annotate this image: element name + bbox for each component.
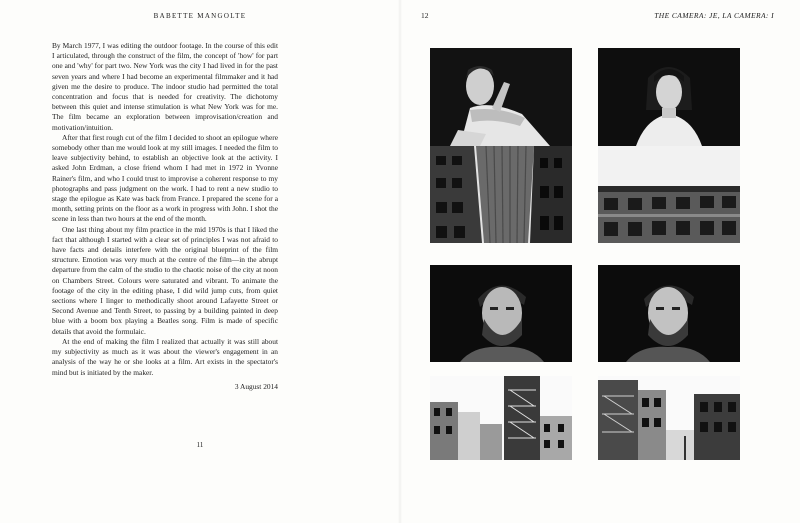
- running-head-title: THE CAMERA: JE, LA CAMERA: I: [654, 11, 774, 20]
- paragraph: By March 1977, I was editing the outdoor footage. In the course of this edit I articulated, through the construct of the film, the concept of 'how' for part one and 'why' for part two. New York was the city I had lived in for the past seven years and where I had become an experimental filmmaker and it had given me the desire to produce. The indoor studio had permitted the total concentration and focus that is needed for creativity. The dichotomy between this quiet and intense stimulation is what New York was for me. The film became an exploration between improvisation/creation and motivation/intuition.: [52, 41, 278, 132]
- running-head-author: BABETTE MANGOLTE: [153, 12, 247, 20]
- essay-text: [52, 41, 278, 378]
- paragraph: After that first rough cut of the film I decided to shoot an epilogue where somebody other than me would look at my still images. I needed the film to leave subjectivity behind, to establish an objective look at the activity. I asked John Erdman, a close friend whom I had met in 1972 in Yvonne Rainer's film, and who I could trust to improvise a coherent response to my photographs and pass judgment on the work. I had to rent a new studio to stage the epilogue as Kate was back from France. I prepared the scene for a month, setting prints on the floor as a work in progress with John. I shot the scene in less than two hours at the end of the month.: [52, 132, 278, 224]
- photo-street-fire-escapes-2: [598, 376, 740, 460]
- page-number-left: 11: [196, 441, 204, 449]
- essay-date: 3 August 2014: [234, 382, 278, 391]
- page-number-right: 12: [421, 11, 429, 20]
- paragraph: One last thing about my film practice in the mid 1970s is that I liked the fact that although I started with a clear set of principles I was not afraid to have facts and details interfere with the original blueprint of the film structure. Emotion was very much at the centre of the film—in the abrupt departure from the calm of the studio to the chaotic noise of the city at noon on Chambers Street. Colours were saturated and vibrant. To animate the footage of the city in the editing phase, I did wild jump cuts, from quiet sections where I linger to methodically shoot around Lafayette Street or Second Avenue and Tenth Street, to passing by a building painted in deep blue with a boom box playing a Beatles song. Film is made of specific details that avoid the formulaic.: [52, 224, 278, 336]
- photo-building-facade-sky: [598, 146, 740, 243]
- photo-buildings-looking-up: [430, 146, 572, 243]
- photo-street-fire-escapes-1: [430, 376, 572, 460]
- photo-portrait-man-reclining: [430, 48, 572, 146]
- photo-portrait-bearded-man-1: [430, 265, 572, 362]
- paragraph: At the end of making the film I realized that actually it was still about my subjectivity as much as it was about the viewer's engagement in an analysis of the way he or she looks at a film. Art exists in the spectator's mind but is initiated by the maker.: [52, 336, 278, 377]
- photo-portrait-woman: [598, 48, 740, 146]
- photo-portrait-bearded-man-2: [598, 265, 740, 362]
